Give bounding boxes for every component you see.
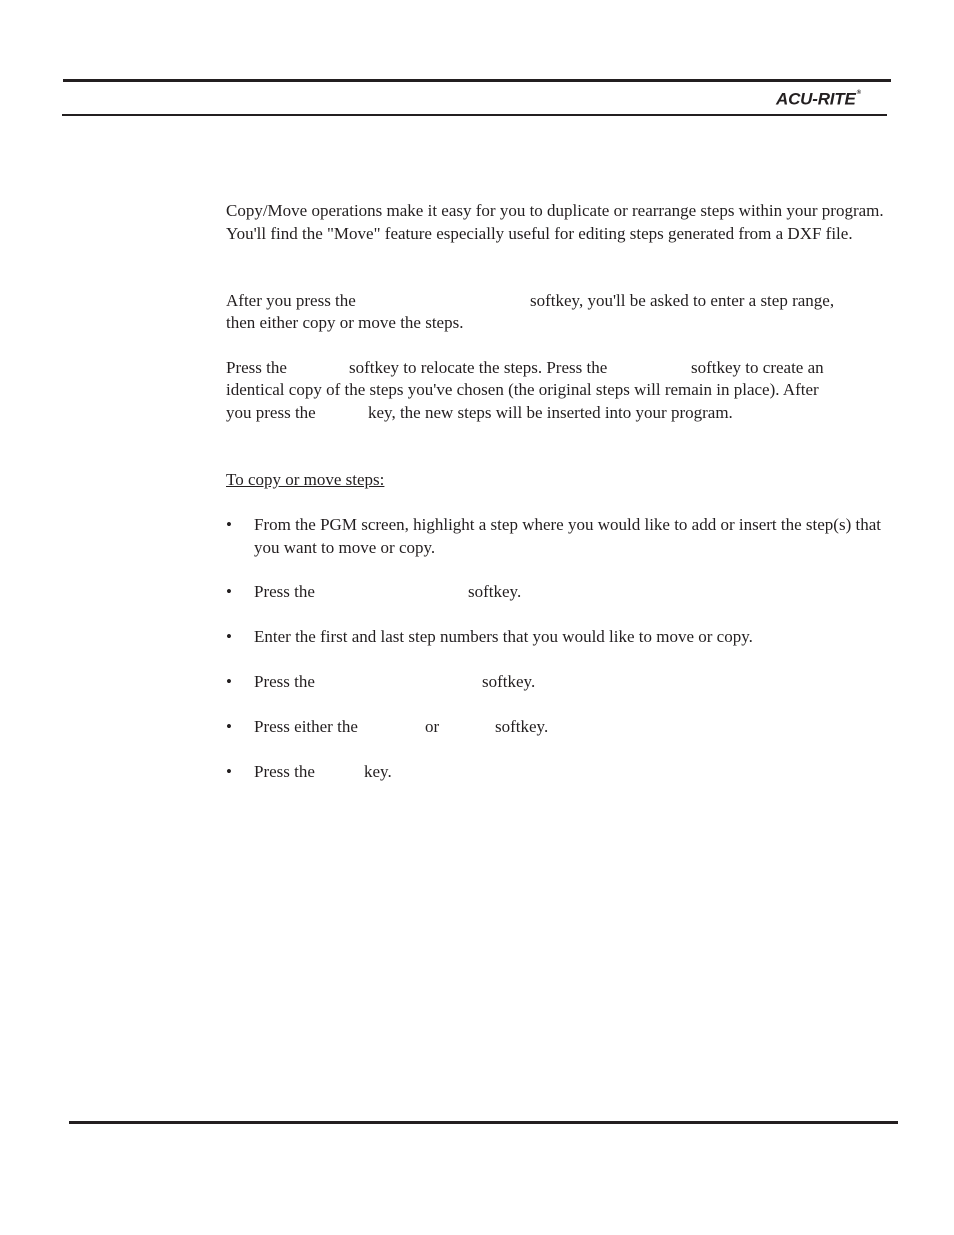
acu-rite-logo: ACU-RITE® xyxy=(776,89,861,109)
step-2-b: softkey. xyxy=(468,582,522,601)
intro-p3-f: key, the new steps will be inserted into your program. xyxy=(368,403,733,422)
bullet-1: • xyxy=(226,515,232,534)
header-subrule xyxy=(62,114,887,116)
bullet-2: • xyxy=(226,582,232,601)
bullet-5: • xyxy=(226,717,232,736)
intro-p2-b: softkey, you'll be asked to enter a step range, xyxy=(530,291,835,310)
footer-rule xyxy=(69,1121,898,1124)
intro-p3-d: identical copy of the steps you've chosen (the original steps will remain in place). After xyxy=(226,380,819,399)
intro-paragraph: Copy/Move operations make it easy for you to duplicate or rearrange steps within your program. You'll find the "Move" feature especially useful for editing steps generated from a DXF file. xyxy=(226,201,884,243)
step-5-b: or xyxy=(425,717,440,736)
procedure-heading: To copy or move steps: xyxy=(226,470,385,489)
step-1: From the PGM screen, highlight a step where you would like to add or insert the step(s) that you want to move or copy. xyxy=(254,515,881,557)
step-3: Enter the first and last step numbers that you would like to move or copy. xyxy=(254,627,753,646)
bullet-3: • xyxy=(226,627,232,646)
intro-p2-c: then either copy or move the steps. xyxy=(226,313,464,332)
intro-p3-e: you press the xyxy=(226,403,316,422)
step-2-a: Press the xyxy=(254,582,315,601)
bullet-6: • xyxy=(226,762,232,781)
intro-p3-a: Press the xyxy=(226,358,287,377)
step-6-a: Press the xyxy=(254,762,315,781)
intro-p3-b: softkey to relocate the steps. Press the xyxy=(349,358,608,377)
intro-p2-a: After you press the xyxy=(226,291,356,310)
bullet-4: • xyxy=(226,672,232,691)
intro-p3-c: softkey to create an xyxy=(691,358,824,377)
step-5-a: Press either the xyxy=(254,717,358,736)
step-6-b: key. xyxy=(364,762,392,781)
header-rule xyxy=(63,79,891,82)
step-5-c: softkey. xyxy=(495,717,549,736)
step-4-b: softkey. xyxy=(482,672,536,691)
step-4-a: Press the xyxy=(254,672,315,691)
